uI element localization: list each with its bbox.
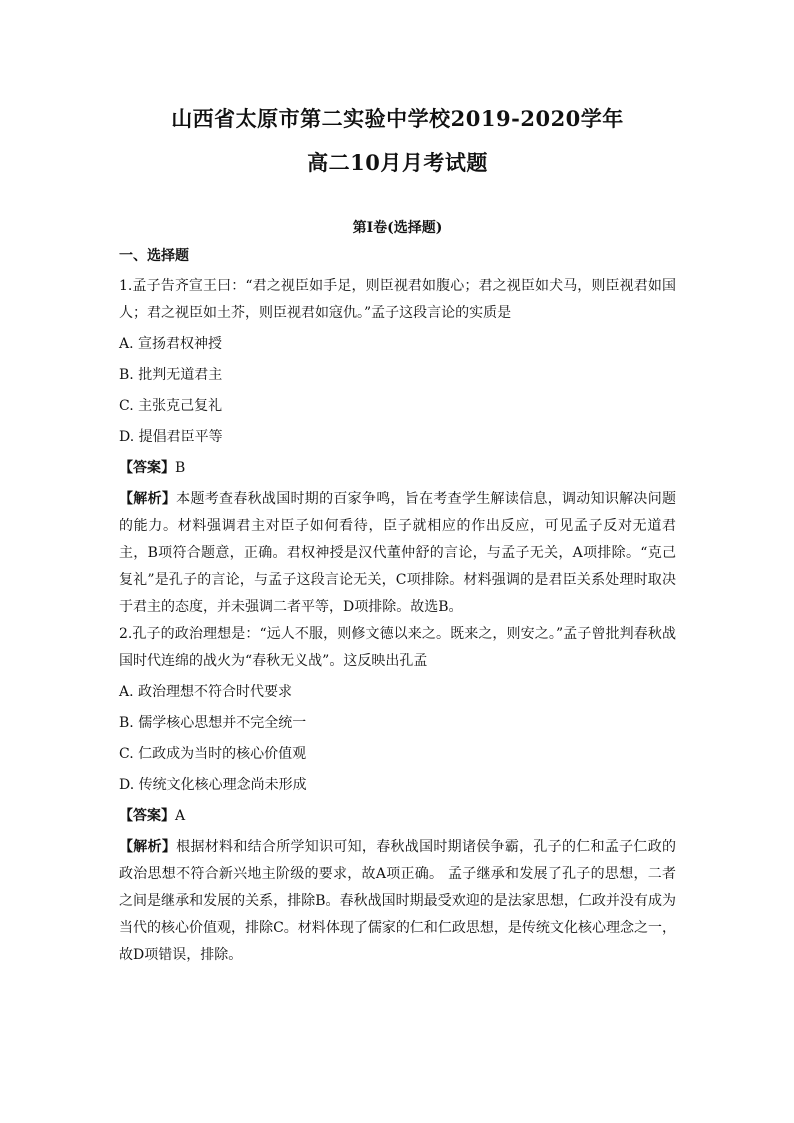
explanation: [119, 834, 676, 969]
question-stem: 1.孟子告齐宣王曰：“君之视臣如手足，则臣视君如腹心；君之视臣如犬马，则臣视君如国人；君之视臣如土芥，则臣视君如寇仇。”孟子这段言论的实质是: [119, 278, 676, 321]
answer: [119, 803, 676, 830]
explanation-label: 【解析】: [119, 839, 177, 855]
option-c: C. 主张克己复礼: [119, 398, 223, 414]
option-a: A. 政治理想不符合时代要求: [119, 684, 293, 700]
section-heading: 第Ⅰ卷(选择题): [352, 220, 443, 236]
question-2: [119, 621, 676, 969]
option-c: C. 仁政成为当时的核心价值观: [119, 746, 307, 762]
answer: [119, 455, 676, 482]
question-1: [119, 273, 676, 621]
explanation: [119, 486, 676, 621]
option-a: A. 宣扬君权神授: [119, 336, 223, 352]
document-subtitle: 高二10月月考试题: [307, 150, 488, 175]
option-b: B. 儒学核心思想并不完全统一: [119, 715, 307, 731]
part-heading: 一、选择题: [119, 248, 189, 264]
option-d: D. 提倡君臣平等: [119, 429, 223, 445]
answer-label: 【答案】: [119, 460, 175, 476]
explanation-text: 根据材料和结合所学知识可知，春秋战国时期诸侯争霸，孔子的仁和孟子仁政的政治思想不符合新兴地主阶级的要求，故A项正确。 孟子继承和发展了孔子的思想，二者之间是继承和发展的关系，排除B。春秋战国时期最受欢迎的是法家思想，仁政并没有成为当代的核心价值观，排除C。材料体现了儒家的仁和仁政思想，是传统文化核心理念之一，故D项错误，排除。: [119, 839, 677, 963]
question-stem: 2.孔子的政治理想是：“远人不服，则修文德以来之。既来之，则安之。”孟子曾批判春秋战国时代连绵的战火为“春秋无义战”。这反映出孔孟: [119, 626, 676, 669]
answer-value: B: [175, 460, 186, 476]
option-d: D. 传统文化核心理念尚未形成: [119, 777, 307, 793]
explanation-label: 【解析】: [119, 491, 177, 507]
document-title: 山西省太原市第二实验中学校2019-2020学年: [171, 106, 624, 131]
explanation-text: 本题考查春秋战国时期的百家争鸣，旨在考查学生解读信息，调动知识解决问题的能力。材料强调君主对臣子如何看待，臣子就相应的作出反应，可见孟子反对无道君主，B项符合题意，正确。君权神授是汉代董仲舒的言论，与孟子无关，A项排除。“克己复礼”是孔子的言论，与孟子这段言论无关，C项排除。材料强调的是君臣关系处理时取决于君主的态度，并未强调二者平等，D项排除。故选B。: [119, 491, 677, 615]
option-b: B. 批判无道君主: [119, 367, 223, 383]
answer-label: 【答案】: [119, 808, 175, 824]
answer-value: A: [175, 808, 186, 824]
